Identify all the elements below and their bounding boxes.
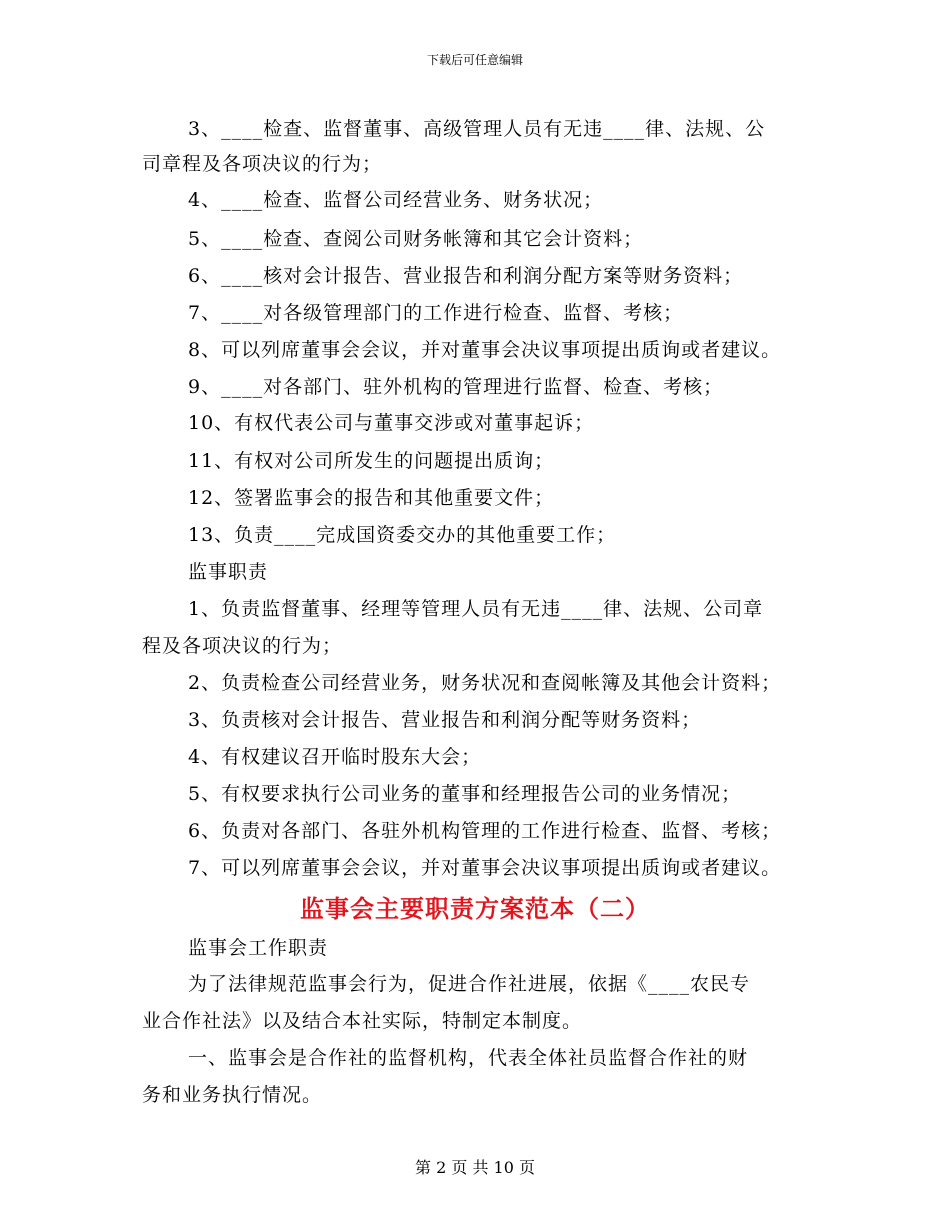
list-item: 10、有权代表公司与董事交涉或对董事起诉； (188, 412, 595, 434)
list-item: 7、____对各级管理部门的工作进行检查、监督、考核； (188, 302, 684, 324)
list-item: 6、负责对各部门、各驻外机构管理的工作进行检查、监督、考核； (188, 820, 782, 842)
list-item: 4、有权建议召开临时股东大会； (188, 746, 482, 768)
list-item: 9、____对各部门、驻外机构的管理进行监督、检查、考核； (188, 376, 724, 398)
list-item: 3、负责核对会计报告、营业报告和利润分配等财务资料； (188, 709, 702, 731)
list-item: 3、____检查、监督董事、高级管理人员有无违____律、法规、公 (188, 118, 766, 140)
supervisor-heading: 监事职责 (188, 561, 269, 583)
list-item-continuation: 司章程及各项决议的行为； (142, 153, 383, 175)
list-item: 1、负责监督董事、经理等管理人员有无违____律、法规、公司章 (188, 598, 764, 620)
section-title: 监事会主要职责方案范本（二） (300, 894, 650, 923)
page-header: 下载后可任意编辑 (426, 53, 523, 67)
section-two-heading: 监事会工作职责 (188, 937, 329, 959)
list-item: 12、签署监事会的报告和其他重要文件； (188, 487, 555, 509)
list-item-continuation: 程及各项决议的行为； (142, 635, 343, 657)
list-item: 7、可以列席董事会会议，并对董事会决议事项提出质询或者建议。 (188, 857, 782, 879)
paragraph-line: 一、监事会是合作社的监督机构，代表全体社员监督合作社的财 (188, 1047, 749, 1069)
list-item: 13、负责____完成国资委交办的其他重要工作； (188, 524, 617, 546)
paragraph-line: 务和业务执行情况。 (142, 1084, 323, 1106)
paragraph-line: 为了法律规范监事会行为，促进合作社进展，依据《____农民专 (188, 973, 751, 995)
list-item: 8、可以列席董事会会议，并对董事会决议事项提出质询或者建议。 (188, 339, 782, 361)
list-item: 6、____核对会计报告、营业报告和利润分配方案等财务资料； (188, 265, 744, 287)
list-item: 5、有权要求执行公司业务的董事和经理报告公司的业务情况； (188, 783, 742, 805)
paragraph-line: 业合作社法》以及结合本社实际，特制定本制度。 (142, 1010, 583, 1032)
list-item: 2、负责检查公司经营业务，财务状况和查阅帐簿及其他会计资料； (188, 672, 782, 694)
list-item: 4、____检查、监督公司经营业务、财务状况； (188, 189, 604, 211)
list-item: 5、____检查、查阅公司财务帐簿和其它会计资料； (188, 228, 644, 250)
page-footer: 第 2 页 共 10 页 (415, 1158, 535, 1177)
list-item: 11、有权对公司所发生的问题提出质询； (188, 450, 555, 472)
